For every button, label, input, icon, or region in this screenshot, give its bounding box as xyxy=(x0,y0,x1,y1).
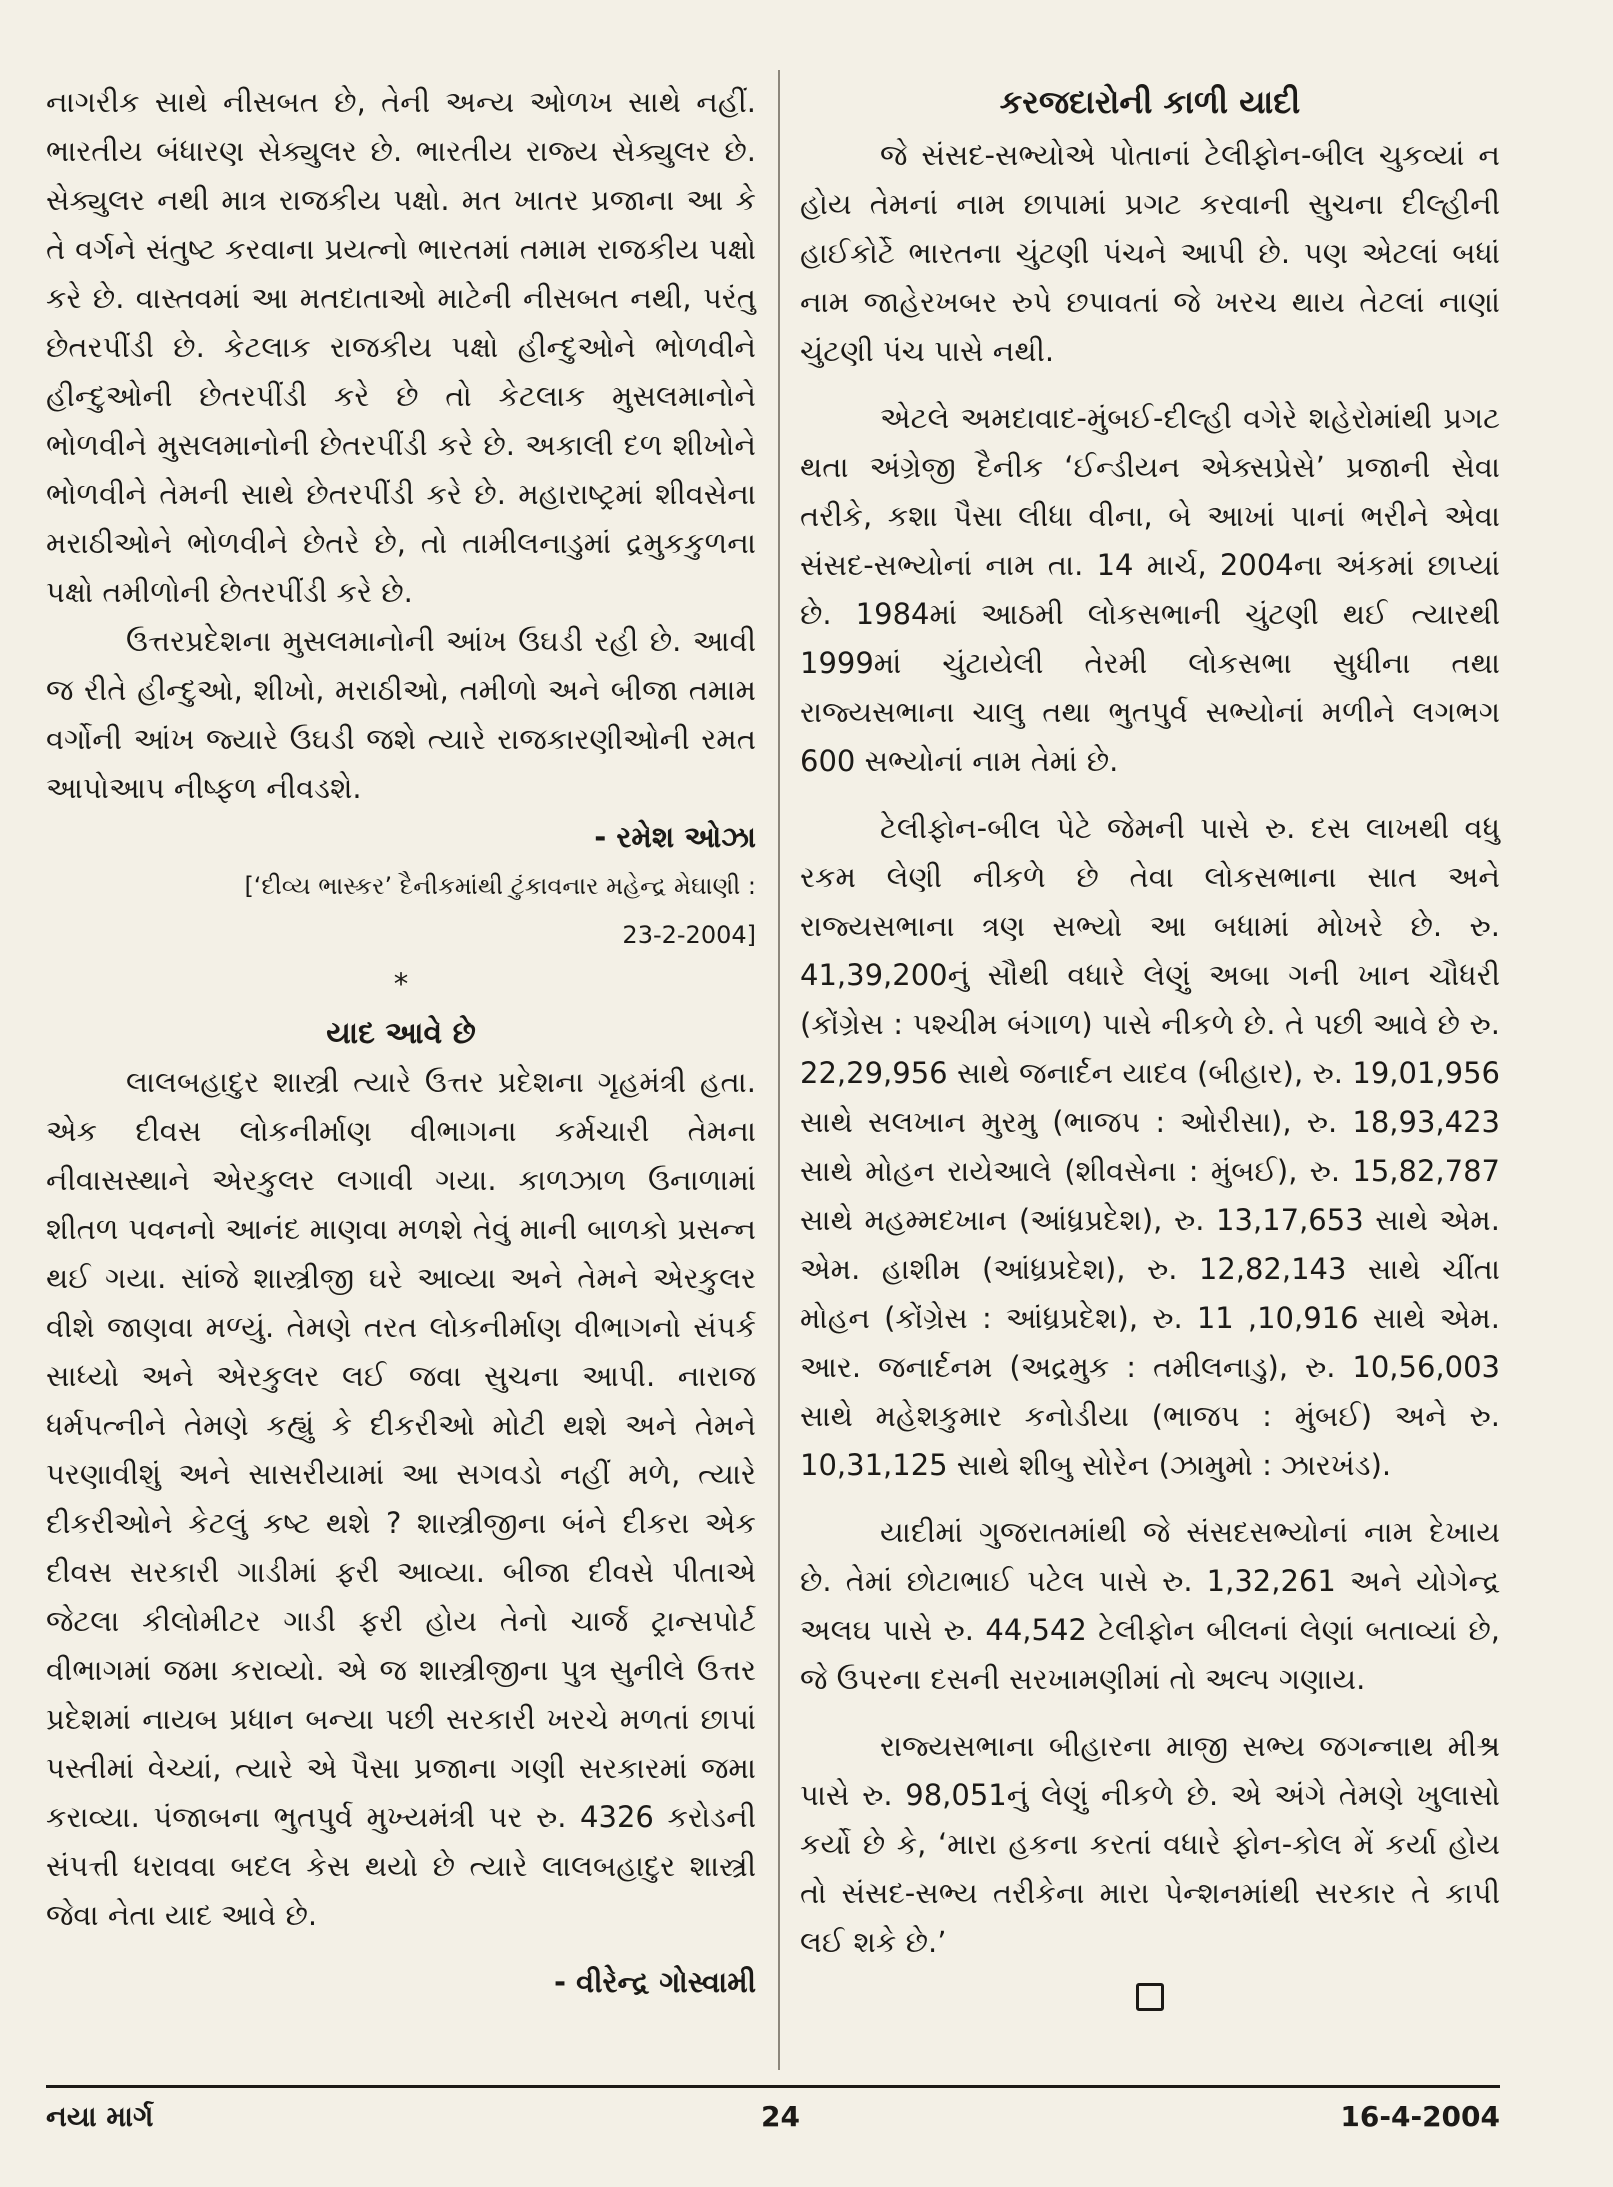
article3-paragraph-2: એટલે અમદાવાદ-મુંબઈ-દીલ્હી વગેરે શહેરોમાંથી પ્રગટ થતા અંગ્રેજી દૈનીક ‘ઈન્ડીયન એક્સપ્રેસે’ પ્રજાની સેવા તરીકે, કશા પૈસા લીધા વીના, બે આખાં પાનાં ભરીને એવા સંસદ-સભ્યોનાં નામ તા. 14 માર્ચ, 2004ના અંકમાં છાપ્યાં છે. 1984માં આઠમી લોકસભાની ચુંટણી થઈ ત્યારથી 1999માં ચુંટાયેલી તેરમી લોકસભા સુધીના તથા રાજ્યસભાના ચાલુ તથા ભુતપુર્વ સભ્યોનાં મળીને લગભગ 600 સભ્યોનાં નામ તેમાં છે. xyxy=(800,401,1500,778)
article3-paragraph-3: ટેલીફોન-બીલ પેટે જેમની પાસે રુ. દસ લાખથી વધુ રકમ લેણી નીકળે છે તેવા લોકસભાના સાત અને રાજ્યસભાના ત્રણ સભ્યો આ બધામાં મોખરે છે. રુ. 41,39,200નું સૌથી વધારે લેણું અબા ગની ખાન ચૌધરી (કોંગ્રેસ : પશ્ચીમ બંગાળ) પાસે નીકળે છે. તે પછી આવે છે રુ. 22,29,956 સાથે જનાર્દન યાદવ (બીહાર), રુ. 19,01,956 સાથે સલખાન મુરમુ (ભાજપ : ઓરીસા), રુ. 18,93,423 સાથે મોહન રાયેઆલે (શીવસેના : મુંબઈ), રુ. 15,82,787 સાથે મહમ્મદખાન (આંધ્રપ્રદેશ), રુ. 13,17,653 સાથે એમ. એમ. હાશીમ (આંધ્રપ્રદેશ), રુ. 12,82,143 સાથે ચીંતા મોહન (કોંગ્રેસ : આંધ્રપ્રદેશ), રુ. 11 ,10,916 સાથે એમ. આર. જનાર્દનમ (અદ્રમુક : તમીલનાડુ), રુ. 10,56,003 સાથે મહેશકુમાર કનોડીયા (ભાજપ : મુંબઈ) અને રુ. 10,31,125 સાથે શીબુ સોરેન (ઝામુમો : ઝારખંડ). xyxy=(800,811,1500,1482)
article3-paragraph-5: રાજ્યસભાના બીહારના માજી સભ્ય જગન્નાથ મીશ્ર પાસે રુ. 98,051નું લેણું નીકળે છે. એ અંગે તેમણે ખુલાસો કર્યો છે કે, ‘મારા હકના કરતાં વધારે ફોન-કોલ મેં કર્યા હોય તો સંસદ-સભ્ય તરીકેના મારા પેન્શનમાંથી સરકાર તે કાપી લઈ શકે છે.’ xyxy=(800,1729,1500,1959)
magazine-name: નયા માર્ગ xyxy=(46,2100,154,2133)
article3-paragraph-1: જે સંસદ-સભ્યોએ પોતાનાં ટેલીફોન-બીલ ચુકવ્યાં ન હોય તેમનાં નામ છાપામાં પ્રગટ કરવાની સુચના દીલ્હીની હાઈકોર્ટે ભારતના ચુંટણી પંચને આપી છે. પણ એટલાં બધાં નામ જાહેરખબર રુપે છપાવતાં જે ખરચ થાય તેટલાં નાણાં ચુંટણી પંચ પાસે નથી. xyxy=(800,138,1500,368)
article2-paragraph: લાલબહાદુર શાસ્ત્રી ત્યારે ઉત્તર પ્રદેશના ગૃહમંત્રી હતા. એક દીવસ લોકનીર્માણ વીભાગના કર્મચારી તેમના નીવાસસ્થાને એરકુલર લગાવી ગયા. કાળઝાળ ઉનાળામાં શીતળ પવનનો આનંદ માણવા મળશે તેવું માની બાળકો પ્રસન્ન થઈ ગયા. સાંજે શાસ્ત્રીજી ઘરે આવ્યા અને તેમને એરકુલર વીશે જાણવા મળ્યું. તેમણે તરત લોકનીર્માણ વીભાગનો સંપર્ક સાધ્યો અને એરકુલર લઈ જવા સુચના આપી. નારાજ ધર્મપત્નીને તેમણે કહ્યું કે દીકરીઓ મોટી થશે અને તેમને પરણાવીશું અને સાસરીયામાં આ સગવડો નહીં મળે, ત્યારે દીકરીઓને કેટલું કષ્ટ થશે ? શાસ્ત્રીજીના બંને દીકરા એક દીવસ સરકારી ગાડીમાં ફરી આવ્યા. બીજા દીવસે પીતાએ જેટલા કીલોમીટર ગાડી ફરી હોય તેનો ચાર્જ ટ્રાન્સપોર્ટ વીભાગમાં જમા કરાવ્યો. એ જ શાસ્ત્રીજીના પુત્ર સુનીલે ઉત્તર પ્રદેશમાં નાયબ પ્રધાન બન્યા પછી સરકારી ખરચે મળતાં છાપાં પસ્તીમાં વેચ્યાં, ત્યારે એ પૈસા પ્રજાના ગણી સરકારમાં જમા કરાવ્યા. પંજાબના ભુતપુર્વ મુખ્યમંત્રી પર રુ. 4326 કરોડની સંપત્તી ધરાવવા બદલ કેસ થયો છે ત્યારે લાલબહાદુર શાસ્ત્રી જેવા નેતા યાદ આવે છે. xyxy=(46,1065,756,1932)
article1-paragraph-2: ઉત્તરપ્રદેશના મુસલમાનોની આંખ ઉઘડી રહી છે. આવી જ રીતે હીન્દુઓ, શીખો, મરાઠીઓ, તમીળો અને બીજા તમામ વર્ગોની આંખ જ્યારે ઉઘડી જશે ત્યારે રાજકારણીઓની રમત આપોઆપ નીષ્ફળ નીવડશે. xyxy=(46,624,756,805)
end-mark-icon xyxy=(800,1977,1500,2026)
article2-heading: યાદ આવે છે xyxy=(326,1016,476,1051)
article3-heading: કરજદારોની કાળી યાદી xyxy=(999,83,1301,121)
section-separator: * xyxy=(393,967,409,1001)
article1-signature: - રમેશ ઓઝા xyxy=(594,820,756,854)
source-note-line-1: [‘દીવ્ય ભાસ્કર’ દૈનીકમાંથી ટુંકાવનાર મહેન્દ્ર મેઘાણી : xyxy=(244,872,756,900)
issue-date: 16-4-2004 xyxy=(1340,2100,1500,2133)
page-number: 24 xyxy=(761,2100,800,2133)
source-note-line-2: 23-2-2004] xyxy=(622,921,756,949)
right-column xyxy=(800,78,1500,2026)
article3-paragraph-4: યાદીમાં ગુજરાતમાંથી જે સંસદસભ્યોનાં નામ દેખાય છે. તેમાં છોટાભાઈ પટેલ પાસે રુ. 1,32,261 અને યોગેન્દ્ર અલઘ પાસે રુ. 44,542 ટેલીફોન બીલનાં લેણાં બતાવ્યાં છે, જે ઉપરના દસની સરખામણીમાં તો અલ્પ ગણાય. xyxy=(800,1515,1500,1696)
article2-signature: - વીરેન્દ્ર ગોસ્વામી xyxy=(554,1965,756,1999)
left-column xyxy=(46,78,756,2007)
column-divider xyxy=(778,70,780,2070)
footer-rule xyxy=(46,2085,1500,2088)
article1-paragraph-1: નાગરીક સાથે નીસબત છે, તેની અન્ય ઓળખ સાથે નહીં. ભારતીય બંધારણ સેક્યુલર છે. ભારતીય રાજ્ય સેક્યુલર છે. સેક્યુલર નથી માત્ર રાજકીય પક્ષો. મત ખાતર પ્રજાના આ કે તે વર્ગને સંતુષ્ટ કરવાના પ્રયત્નો ભારતમાં તમામ રાજકીય પક્ષો કરે છે. વાસ્તવમાં આ મતદાતાઓ માટેની નીસબત નથી, પરંતુ છેતરપીંડી છે. કેટલાક રાજકીય પક્ષો હીન્દુઓને ભોળવીને હીન્દુઓની છેતરપીંડી કરે છે તો કેટલાક મુસલમાનોને ભોળવીને મુસલમાનોની છેતરપીંડી કરે છે. અકાલી દળ શીખોને ભોળવીને તેમની સાથે છેતરપીંડી કરે છે. મહારાષ્ટ્રમાં શીવસેના મરાઠીઓને ભોળવીને છેતરે છે, તો તામીલનાડુમાં દ્રમુકકુળના પક્ષો તમીળોની છેતરપીંડી કરે છે. xyxy=(46,85,756,609)
